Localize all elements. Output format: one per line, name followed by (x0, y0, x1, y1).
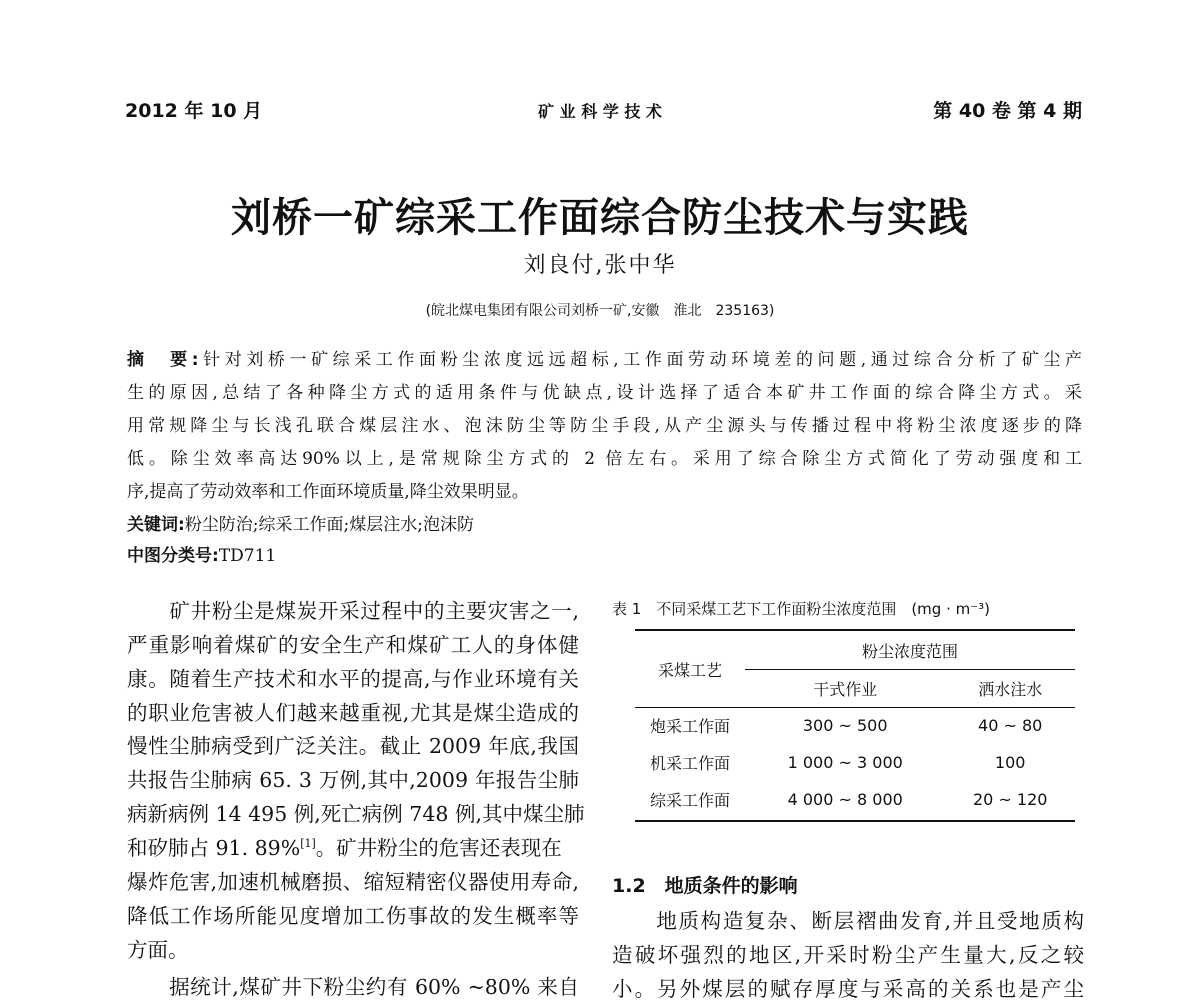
table-caption: 表 1 不同采煤工艺下工作面粉尘浓度范围 (mg · m⁻³) (612, 600, 990, 618)
paper-title: 刘桥一矿综采工作面综合防尘技术与实践 (231, 194, 969, 241)
header-journal: 矿 业 科 学 技 术 (538, 102, 662, 121)
abstract-line: 针对刘桥一矿综采工作面粉尘浓度远远超标,工作面劳动环境差的问题,通过综合分析了矿尘产 (198, 350, 1082, 370)
citation[interactable]: [1] (300, 837, 316, 851)
row-header: 采煤工艺 (657, 660, 722, 680)
body-line: 共报告尘肺病 65. 3 万例,其中,2009 年报告尘肺 (127, 768, 579, 792)
table-row: 机采工作面 1 000 ~ 3 000 100 (649, 753, 1026, 773)
column-header: 洒水注水 (978, 679, 1043, 699)
abstract-line: 生的原因,总结了各种降尘方式的适用条件与优缺点,设计选择了适合本矿井工作面的综合降尘方式。采 (127, 383, 1082, 403)
body-line: 矿井粉尘是煤炭开采过程中的主要灾害之一, (127, 599, 579, 623)
body-line: 造破坏强烈的地区,开采时粉尘产生量大,反之较 (612, 943, 1084, 967)
body-line: 严重影响着煤矿的安全生产和煤矿工人的身体健 (127, 633, 579, 657)
body-line: 慢性尘肺病受到广泛关注。截止 2009 年底,我国 (127, 734, 579, 758)
column-header: 干式作业 (813, 679, 878, 699)
abstract-line: 序,提高了劳动效率和工作面环境质量,降尘效果明显。 (127, 482, 529, 502)
abstract-label: 摘 要: (127, 350, 199, 370)
section-heading: 1.2 地质条件的影响 (612, 875, 798, 897)
clc-number: 中图分类号:TD711 (127, 546, 277, 566)
body-line: 病新病例 14 495 例,死亡病例 748 例,其中煤尘肺 (127, 802, 585, 826)
body-line: 小。另外煤层的赋存厚度与采高的关系也是产尘 (612, 977, 1084, 1001)
body-line: 地质构造复杂、断层褶曲发育,并且受地质构 (612, 909, 1084, 933)
abstract-line: 用常规降尘与长浅孔联合煤层注水、泡沫防尘等防尘手段,从产尘源头与传播过程中将粉尘浓度逐步的降 (127, 416, 1082, 436)
body-line: 方面。 (127, 938, 189, 962)
body-line: 爆炸危害,加速机械磨损、缩短精密仪器使用寿命, (127, 870, 579, 894)
body-line: 据统计,煤矿井下粉尘约有 60% ~80% 来自 (127, 975, 579, 999)
keywords: 关键词:粉尘防治;综采工作面;煤层注水;泡沫防 (127, 515, 474, 535)
group-header: 粉尘浓度范围 (861, 641, 958, 661)
table-bottom-rule (635, 820, 1075, 822)
header-date: 2012 年 10 月 (125, 100, 263, 122)
body-line: 的职业危害被人们越来越重视,尤其是煤尘造成的 (127, 701, 579, 725)
dust-concentration-table (635, 631, 1075, 818)
body-line: 降低工作场所能见度增加工伤事故的发生概率等 (127, 904, 579, 928)
table-row: 综采工作面 4 000 ~ 8 000 20 ~ 120 (649, 790, 1048, 810)
table-row: 炮采工作面 300 ~ 500 40 ~ 80 (649, 716, 1043, 736)
affiliation: (皖北煤电集团有限公司刘桥一矿,安徽 淮北 235163) (425, 303, 775, 319)
body-line: 康。随着生产技术和水平的提高,与作业环境有关 (127, 667, 579, 691)
body-line: 和矽肺占 91. 89%[1]。矿井粉尘的危害还表现在 (127, 836, 562, 860)
authors: 刘良付,张中华 (523, 253, 677, 278)
header-issue: 第 40 卷 第 4 期 (933, 100, 1082, 122)
abstract-line: 低。除尘效率高达90%以上,是常规除尘方式的 2 倍左右。采用了综合除尘方式简化了劳动强度和工 (127, 449, 1082, 469)
